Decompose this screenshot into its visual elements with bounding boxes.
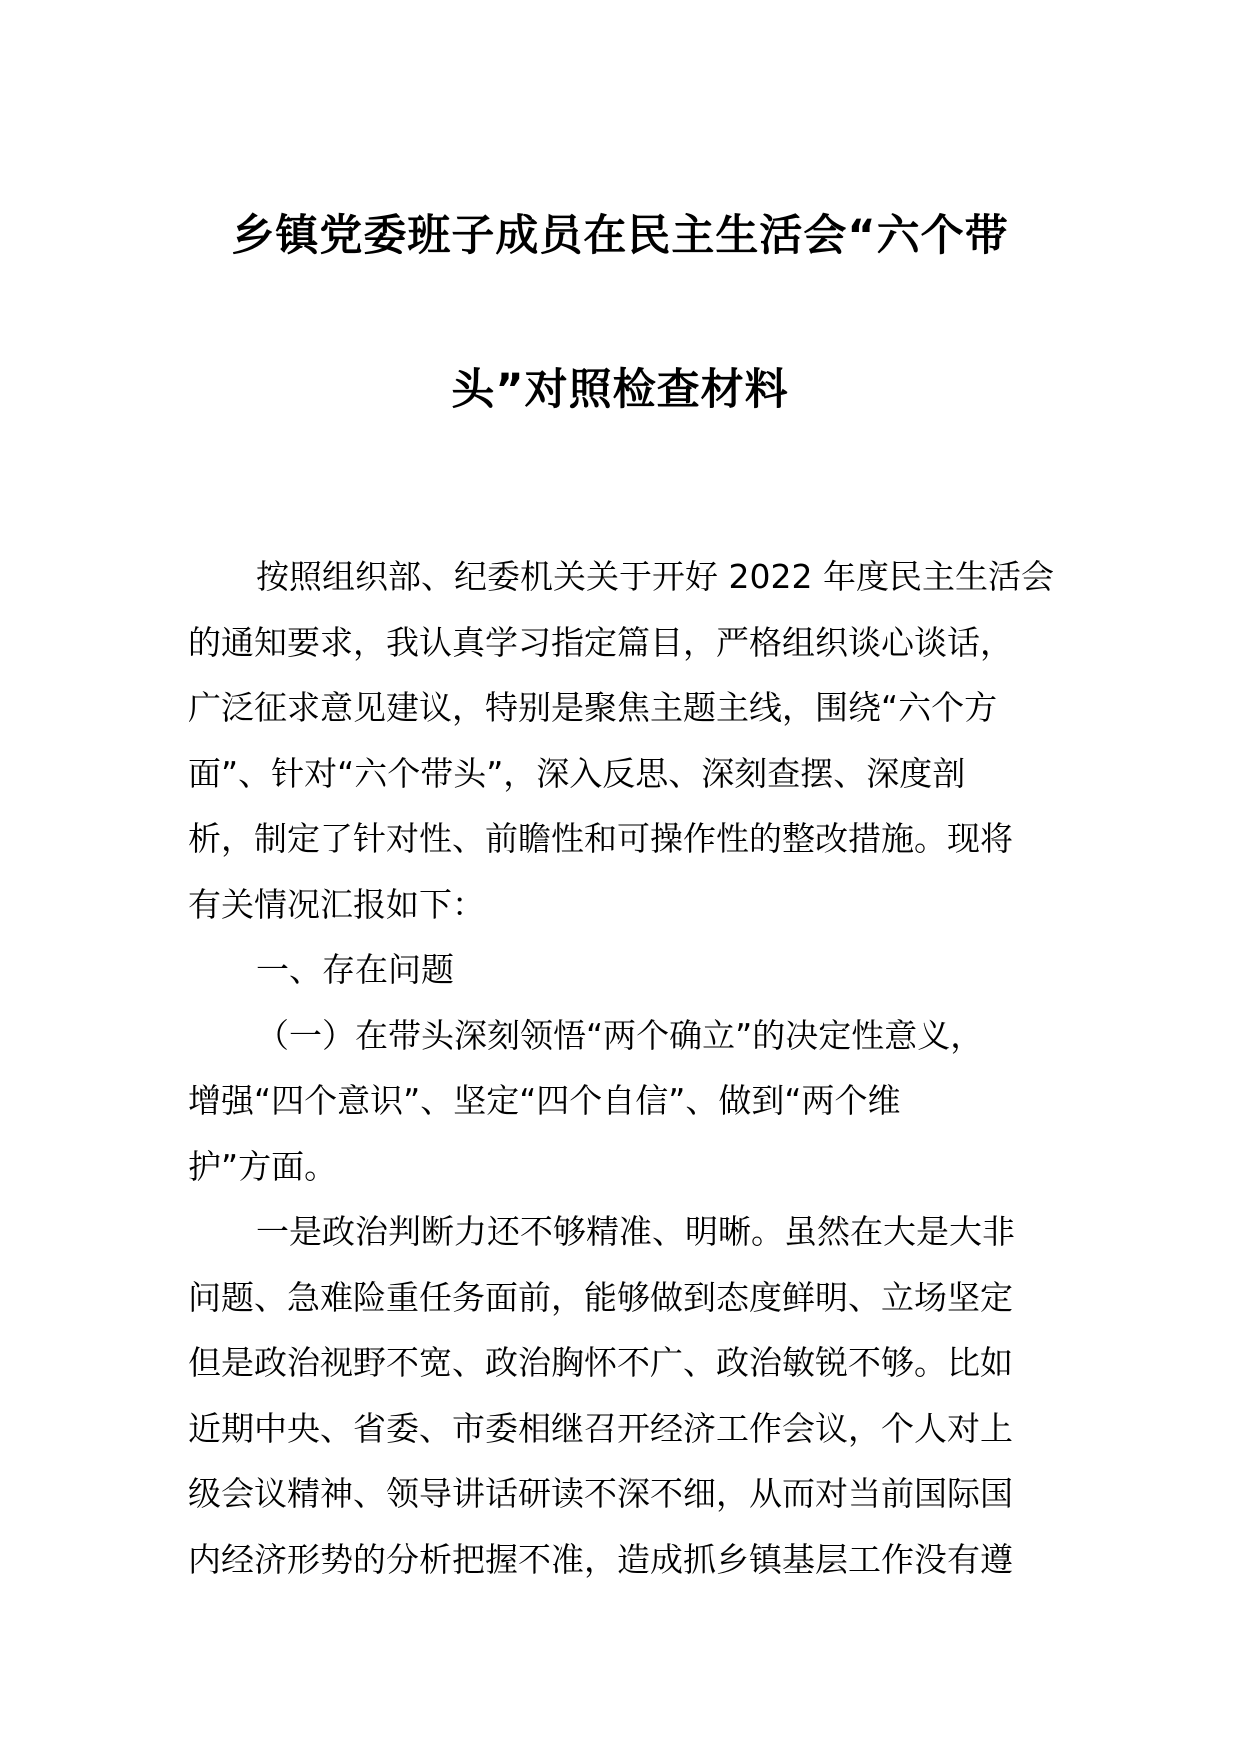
document-body — [188, 544, 1058, 1592]
paragraph-line: 但是政治视野不宽、政治胸怀不广、政治敏锐不够。比如 — [188, 1343, 1013, 1382]
paragraph-line: 近期中央、省委、市委相继召开经济工作会议，个人对上 — [188, 1408, 1013, 1448]
paragraph-line: 级会议精神、领导讲话研读不深不细，从而对当前国际国 — [188, 1474, 1013, 1513]
paragraph-line: 面”、针对“六个带头”，深入反思、深刻查摆、深度剖 — [188, 753, 966, 793]
paragraph-line: 内经济形势的分析把握不准，造成抓乡镇基层工作没有遵 — [188, 1539, 1013, 1579]
paragraph-line: 有关情况汇报如下： — [188, 884, 485, 924]
subsection-heading-line: （一）在带头深刻领悟“两个确立”的决定性意义， — [256, 1015, 984, 1055]
paragraph-line: 按照组织部、纪委机关关于开好 2022 年度民主生活会 — [256, 557, 1054, 596]
subsection-heading-line: 护”方面。 — [188, 1146, 338, 1186]
paragraph-line: 的通知要求，我认真学习指定篇目，严格组织谈心谈话， — [188, 622, 1013, 662]
paragraph-line: 广泛征求意见建议，特别是聚焦主题主线，围绕“六个方 — [188, 688, 998, 727]
document-title-line-2: 头”对照检查材料 — [451, 365, 789, 415]
subsection-heading-line: 增强“四个意识”、坚定“四个自信”、做到“两个维 — [188, 1081, 901, 1120]
section-heading: 一、存在问题 — [256, 950, 454, 989]
document-title-line-1: 乡镇党委班子成员在民主生活会“六个带 — [231, 211, 1009, 261]
paragraph-line: 一是政治判断力还不够精准、明晰。虽然在大是大非 — [256, 1212, 1015, 1251]
paragraph-line: 问题、急难险重任务面前，能够做到态度鲜明、立场坚定 — [188, 1277, 1013, 1317]
paragraph-line: 析，制定了针对性、前瞻性和可操作性的整改措施。现将 — [188, 819, 1013, 858]
